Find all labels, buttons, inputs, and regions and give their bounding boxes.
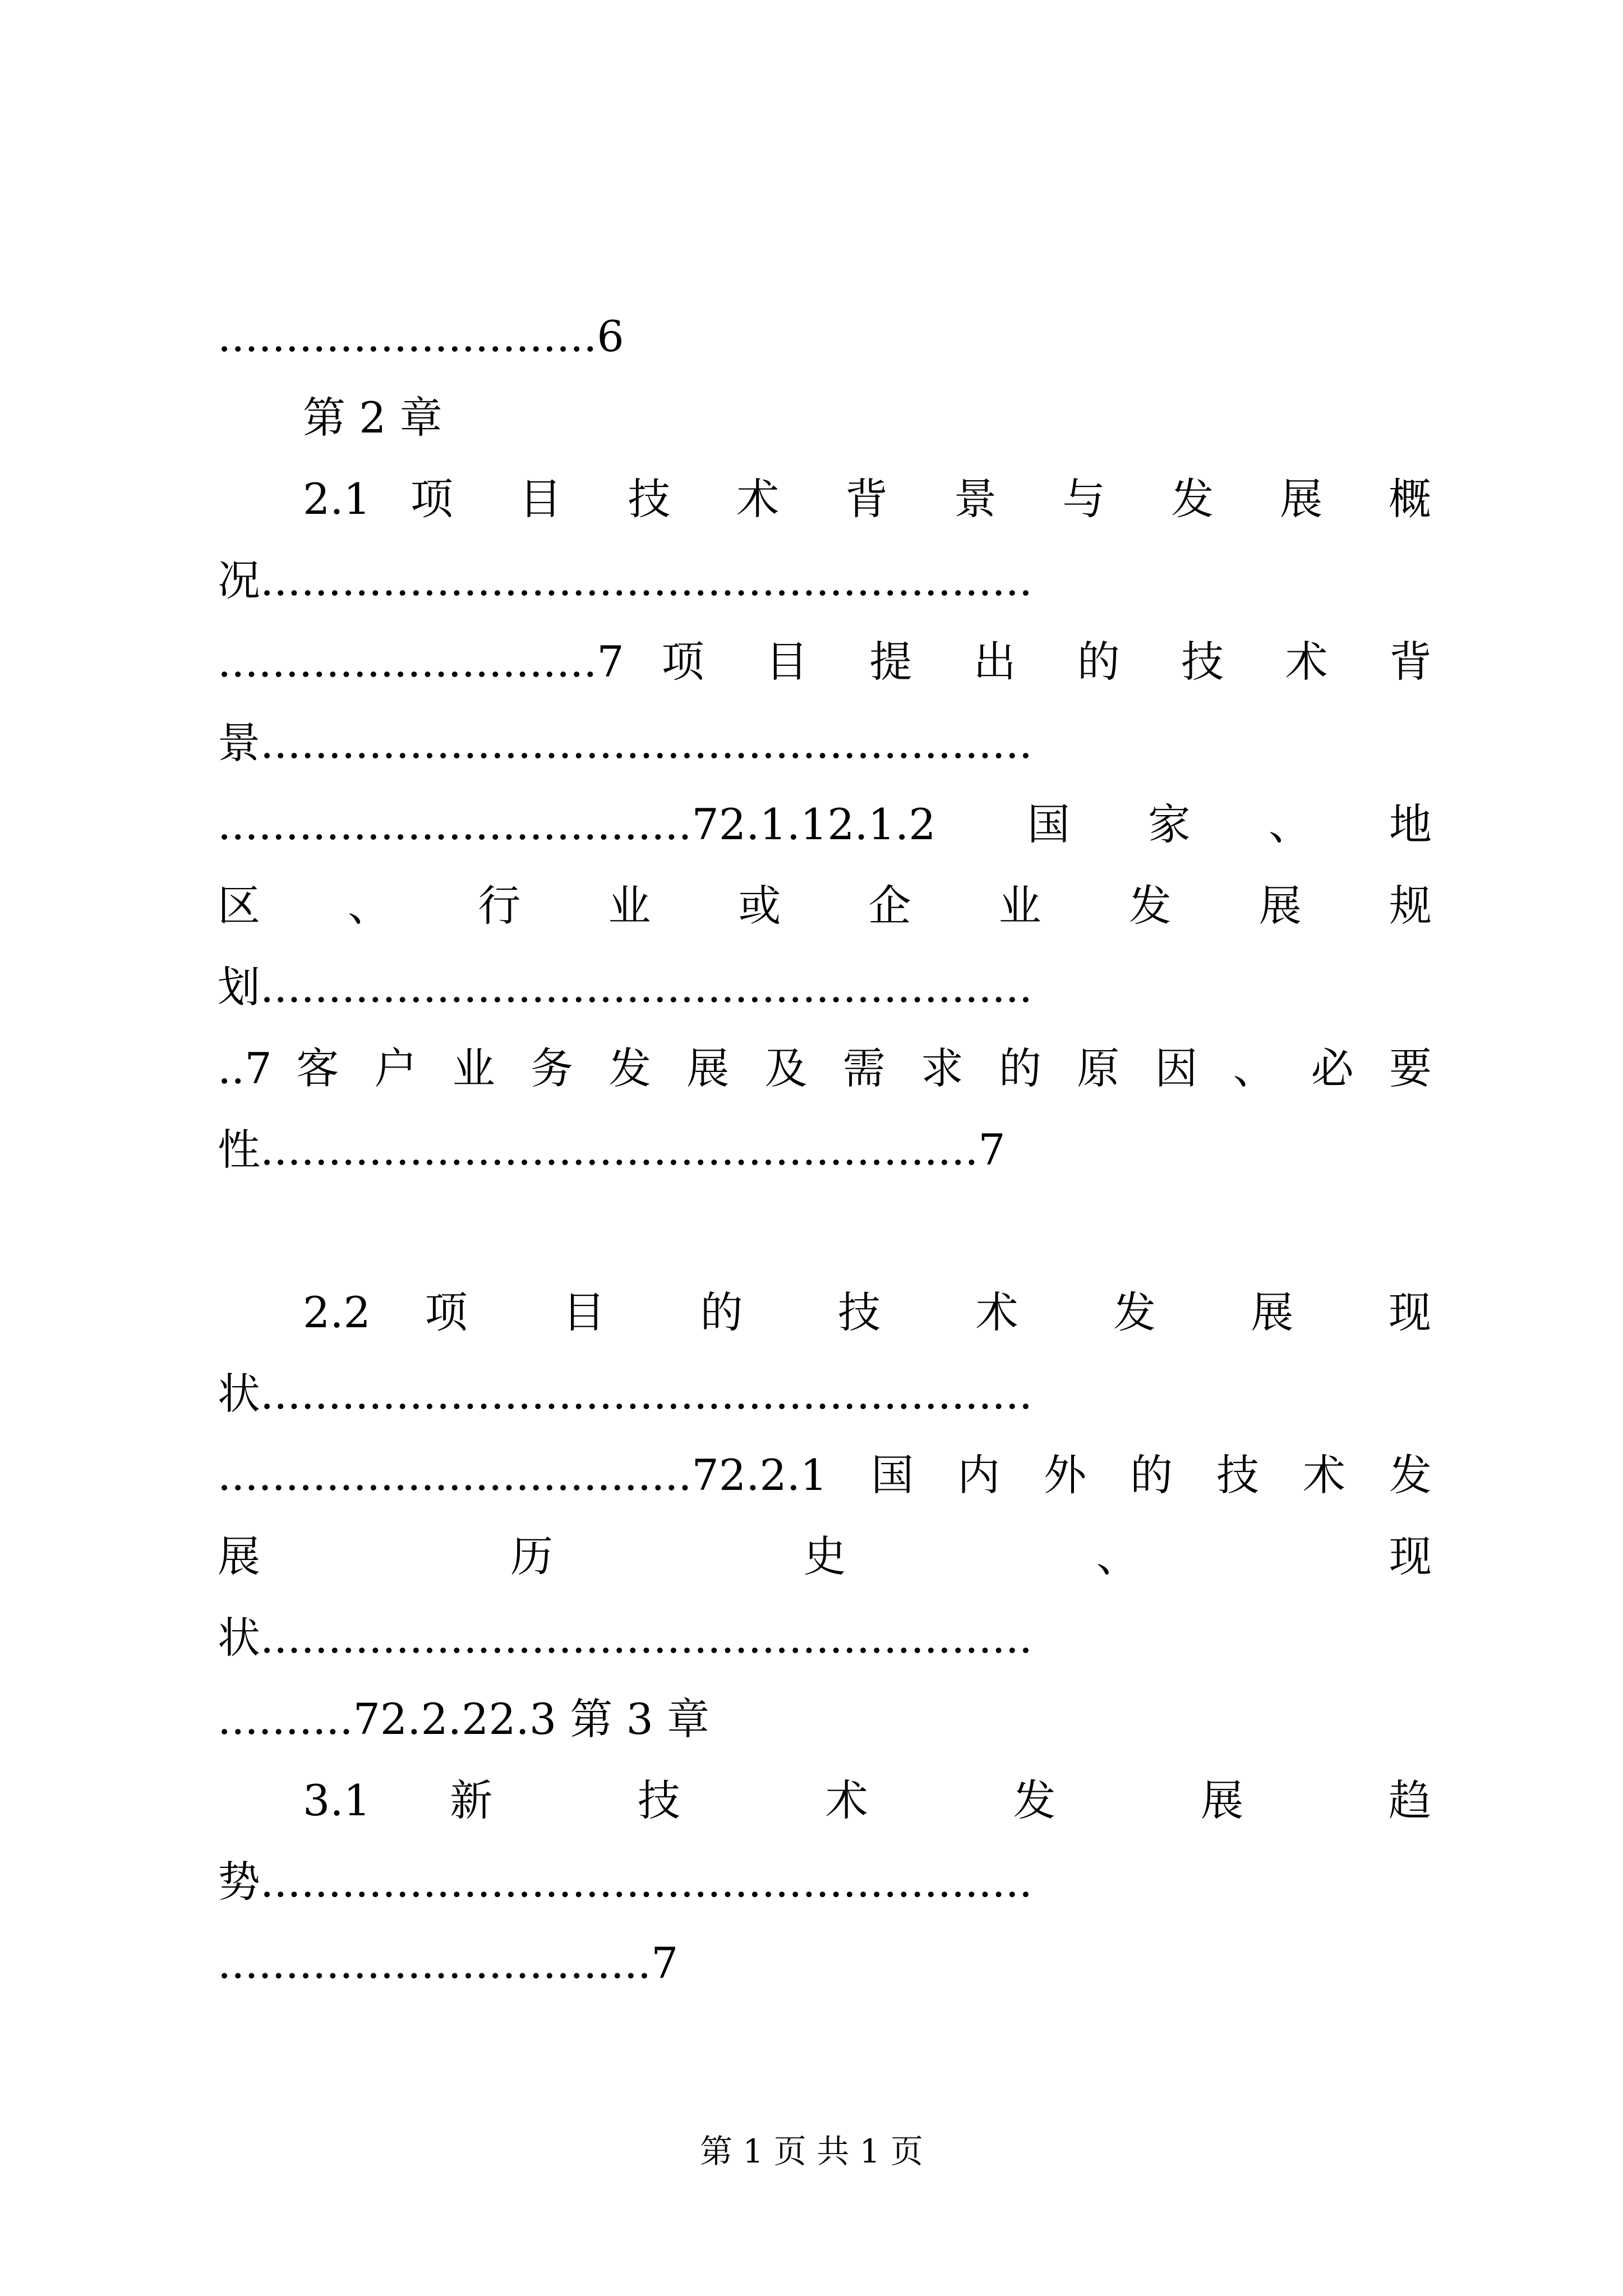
- toc-line: 2.2 项 目 的 技 术 发 展 现: [303, 1287, 1431, 1337]
- toc-line: 划.........................................................: [218, 962, 1033, 1012]
- toc-line: ...................................72.2.1国内外的技术发: [218, 1450, 1432, 1500]
- toc-line: 状.........................................................: [218, 1369, 1033, 1419]
- toc-line: 展 历 史 、 现: [218, 1531, 1432, 1581]
- toc-line: ............................6: [218, 311, 624, 361]
- toc-line: ..........72.2.22.3 第 3 章: [218, 1694, 710, 1744]
- toc-line: 况.........................................................: [218, 555, 1033, 605]
- toc-line: 区 、 行 业 或 企 业 发 展 规: [218, 881, 1432, 931]
- page-footer: 第 1 页 共 1 页: [700, 2132, 923, 2170]
- toc-line: 2.1 项 目 技 术 背 景 与 发 展 概: [303, 474, 1431, 524]
- toc-line: 势.........................................................: [218, 1857, 1033, 1907]
- toc-line: 状.........................................................: [218, 1613, 1033, 1663]
- chapter-heading: 第 2 章: [303, 393, 442, 443]
- toc-line: 3.1 新 技 术 发 展 趋: [303, 1775, 1431, 1825]
- toc-line: 性.....................................................7: [218, 1125, 1006, 1175]
- toc-line: ..7 客 户 业 务 发 展 及 需 求 的 原 因 、 必 要: [218, 1043, 1432, 1093]
- toc-line: ...................................72.1.12.1.2 国家、地: [218, 799, 1432, 849]
- toc-line: ................................7: [218, 1938, 679, 1988]
- toc-line: ............................7 项 目 提 出 的 技 术 背: [218, 637, 1432, 687]
- toc-line: 景.........................................................: [218, 718, 1033, 768]
